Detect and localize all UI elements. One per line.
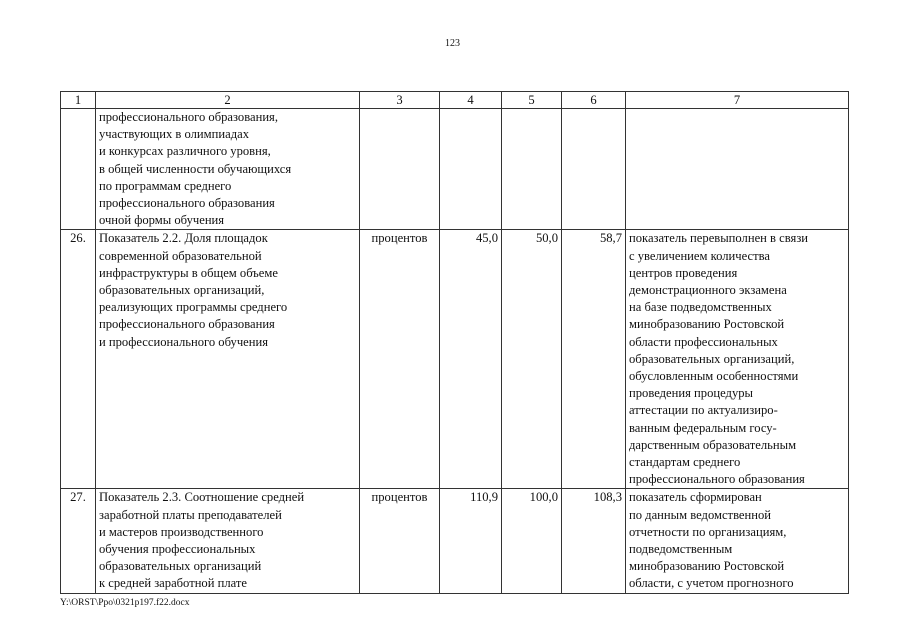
note-cell [626,489,849,593]
indicator-name-text: Показатель 2.2. Доля площадок современной образовательной инфраструктуры в общем объеме образовательных организаций, реализующих программы среднего профессионального образования и профессионального обучения [99,231,288,349]
indicator-name-text: Показатель 2.3. Соотношение средней заработной платы преподавателей и мастеров производственного обучения профессиональных образовательных организаций к средней заработной плате [99,490,305,591]
value-col4: 110,9 [440,489,502,593]
column-header: 5 [502,92,562,109]
value-col6 [562,109,626,230]
note-cell [626,109,849,230]
note-cell [626,230,849,489]
indicators-table [60,91,849,594]
indicator-name [96,489,360,593]
value-col6: 108,3 [562,489,626,593]
table-header-row [61,92,849,109]
column-header: 1 [61,92,96,109]
unit-cell [360,109,440,230]
page-number: 123 [445,38,460,49]
column-header: 4 [440,92,502,109]
row-number: 26. [61,230,96,489]
row-number [61,109,96,230]
note-text: показатель перевыполнен в связи с увеличением количества центров проведения демонстрационного экзамена на базе подведомственных минобразованию Ростовской области профессиональных образовательных организаций, обусловленным особенностями проведения процедуры аттестации по актуализиро- ванным федеральным госу- дарственным образовательным стандартам среднего профессионального образования [629,231,809,487]
table-row [61,489,849,593]
file-path-footer: Y:\ORST\Ppo\0321p197.f22.docx [60,598,190,608]
column-header: 6 [562,92,626,109]
table-row [61,230,849,489]
value-col5: 50,0 [502,230,562,489]
row-number: 27. [61,489,96,593]
indicator-name [96,109,360,230]
column-header: 3 [360,92,440,109]
value-col4 [440,109,502,230]
note-text: показатель сформирован по данным ведомственной отчетности по организациям, подведомственным минобразованию Ростовской области, с учетом прогнозного [629,490,794,591]
unit-cell: процентов [360,489,440,593]
column-header: 2 [96,92,360,109]
unit-cell: процентов [360,230,440,489]
value-col4: 45,0 [440,230,502,489]
table-row [61,109,849,230]
value-col6: 58,7 [562,230,626,489]
indicator-name [96,230,360,489]
value-col5: 100,0 [502,489,562,593]
value-col5 [502,109,562,230]
indicator-name-text: профессионального образования, участвующих в олимпиадах и конкурсах различного уровня, в общей численности обучающихся по программам среднего профессионального образования очной формы обучения [99,110,292,228]
column-header: 7 [626,92,849,109]
